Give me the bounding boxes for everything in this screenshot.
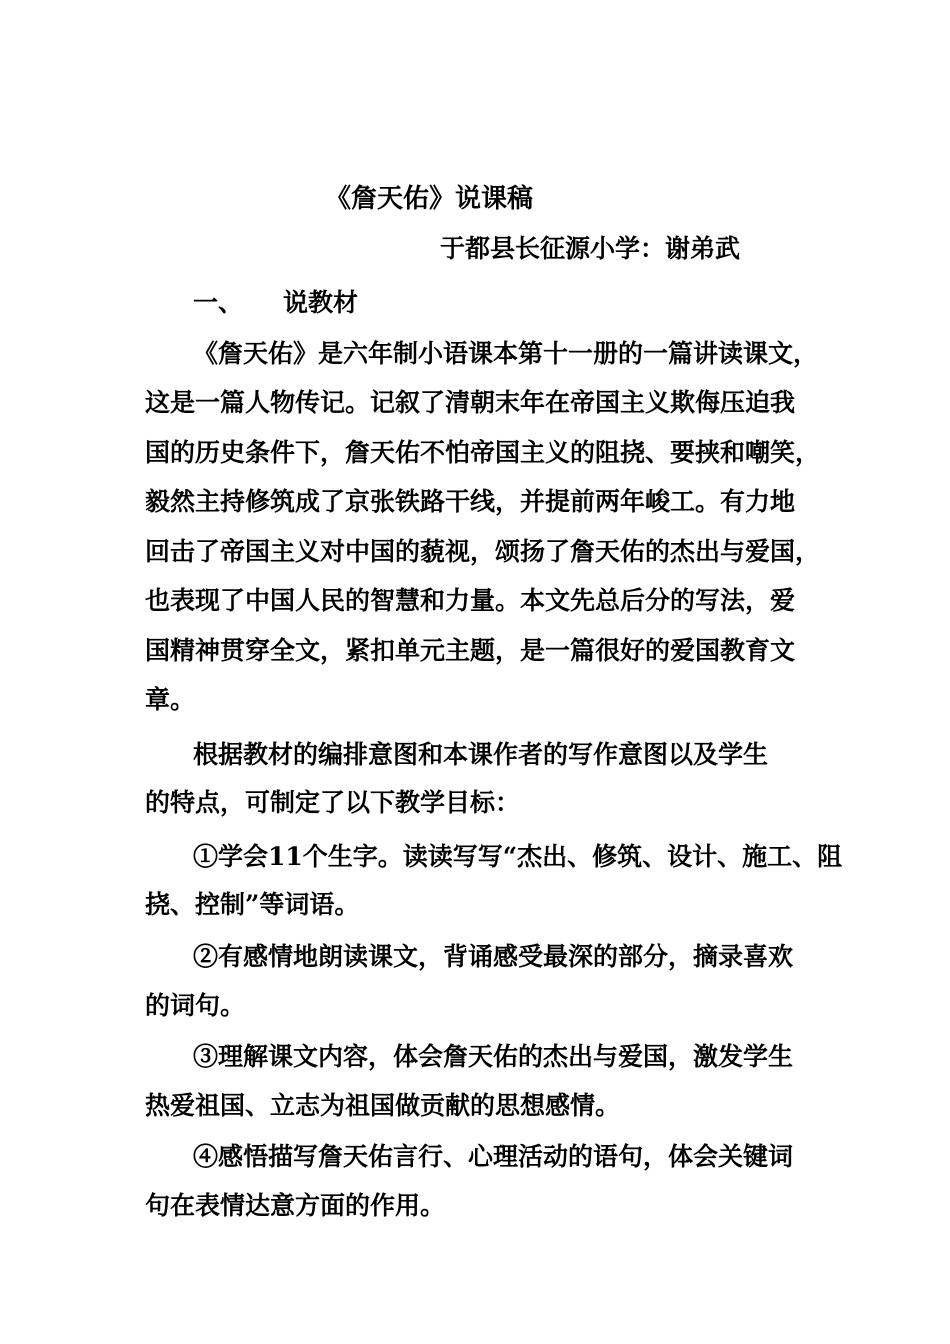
- paragraph-line: 根据教材的编排意图和本课作者的写作意图以及学生: [193, 740, 769, 769]
- goal-line: ③理解课文内容，体会詹天佑的杰出与爱国，激发学生: [193, 1042, 794, 1071]
- paragraph-line: 国的历史条件下，詹天佑不怕帝国主义的阻挠、要挟和嘲笑，: [145, 438, 821, 467]
- paragraph-line: 这是一篇人物传记。记叙了清朝末年在帝国主义欺侮压迫我: [145, 388, 796, 417]
- paragraph-line: 也表现了中国人民的智慧和力量。本文先总后分的写法，爱: [145, 586, 796, 615]
- paragraph-line: 《詹天佑》是六年制小语课本第十一册的一篇讲读课文，: [193, 339, 819, 368]
- goal-line: 挠、控制”等词语。: [145, 890, 360, 919]
- paragraph-line: 毅然主持修筑成了京张铁路干线，并提前两年峻工。有力地: [145, 487, 796, 516]
- goal-line: 句在表情达意方面的作用。: [145, 1191, 446, 1220]
- section-heading: 说教材: [283, 288, 359, 317]
- paragraph-line: 国精神贯穿全文，紧扣单元主题，是一篇很好的爱国教育文: [145, 636, 796, 665]
- goal-line: ①学会11个生字。读读写写“杰出、修筑、设计、施工、阻: [193, 842, 843, 871]
- document-author: 于都县长征源小学：谢弟武: [440, 234, 741, 263]
- goal-line: 的词句。: [145, 991, 246, 1020]
- paragraph-line: 的特点，可制定了以下教学目标：: [145, 788, 521, 817]
- document-title: 《詹天佑》说课稿: [325, 184, 534, 214]
- paragraph-line: 章。: [145, 685, 196, 714]
- goal-line: 热爱祖国、立志为祖国做贡献的思想感情。: [145, 1091, 621, 1120]
- section-number: 一、: [193, 288, 244, 317]
- goal-line: ②有感情地朗读课文，背诵感受最深的部分，摘录喜欢: [193, 942, 794, 971]
- paragraph-line: 回击了帝国主义对中国的藐视，颂扬了詹天佑的杰出与爱国，: [145, 537, 821, 566]
- goal-line: ④感悟描写詹天佑言行、心理活动的语句，体会关键词: [193, 1142, 794, 1171]
